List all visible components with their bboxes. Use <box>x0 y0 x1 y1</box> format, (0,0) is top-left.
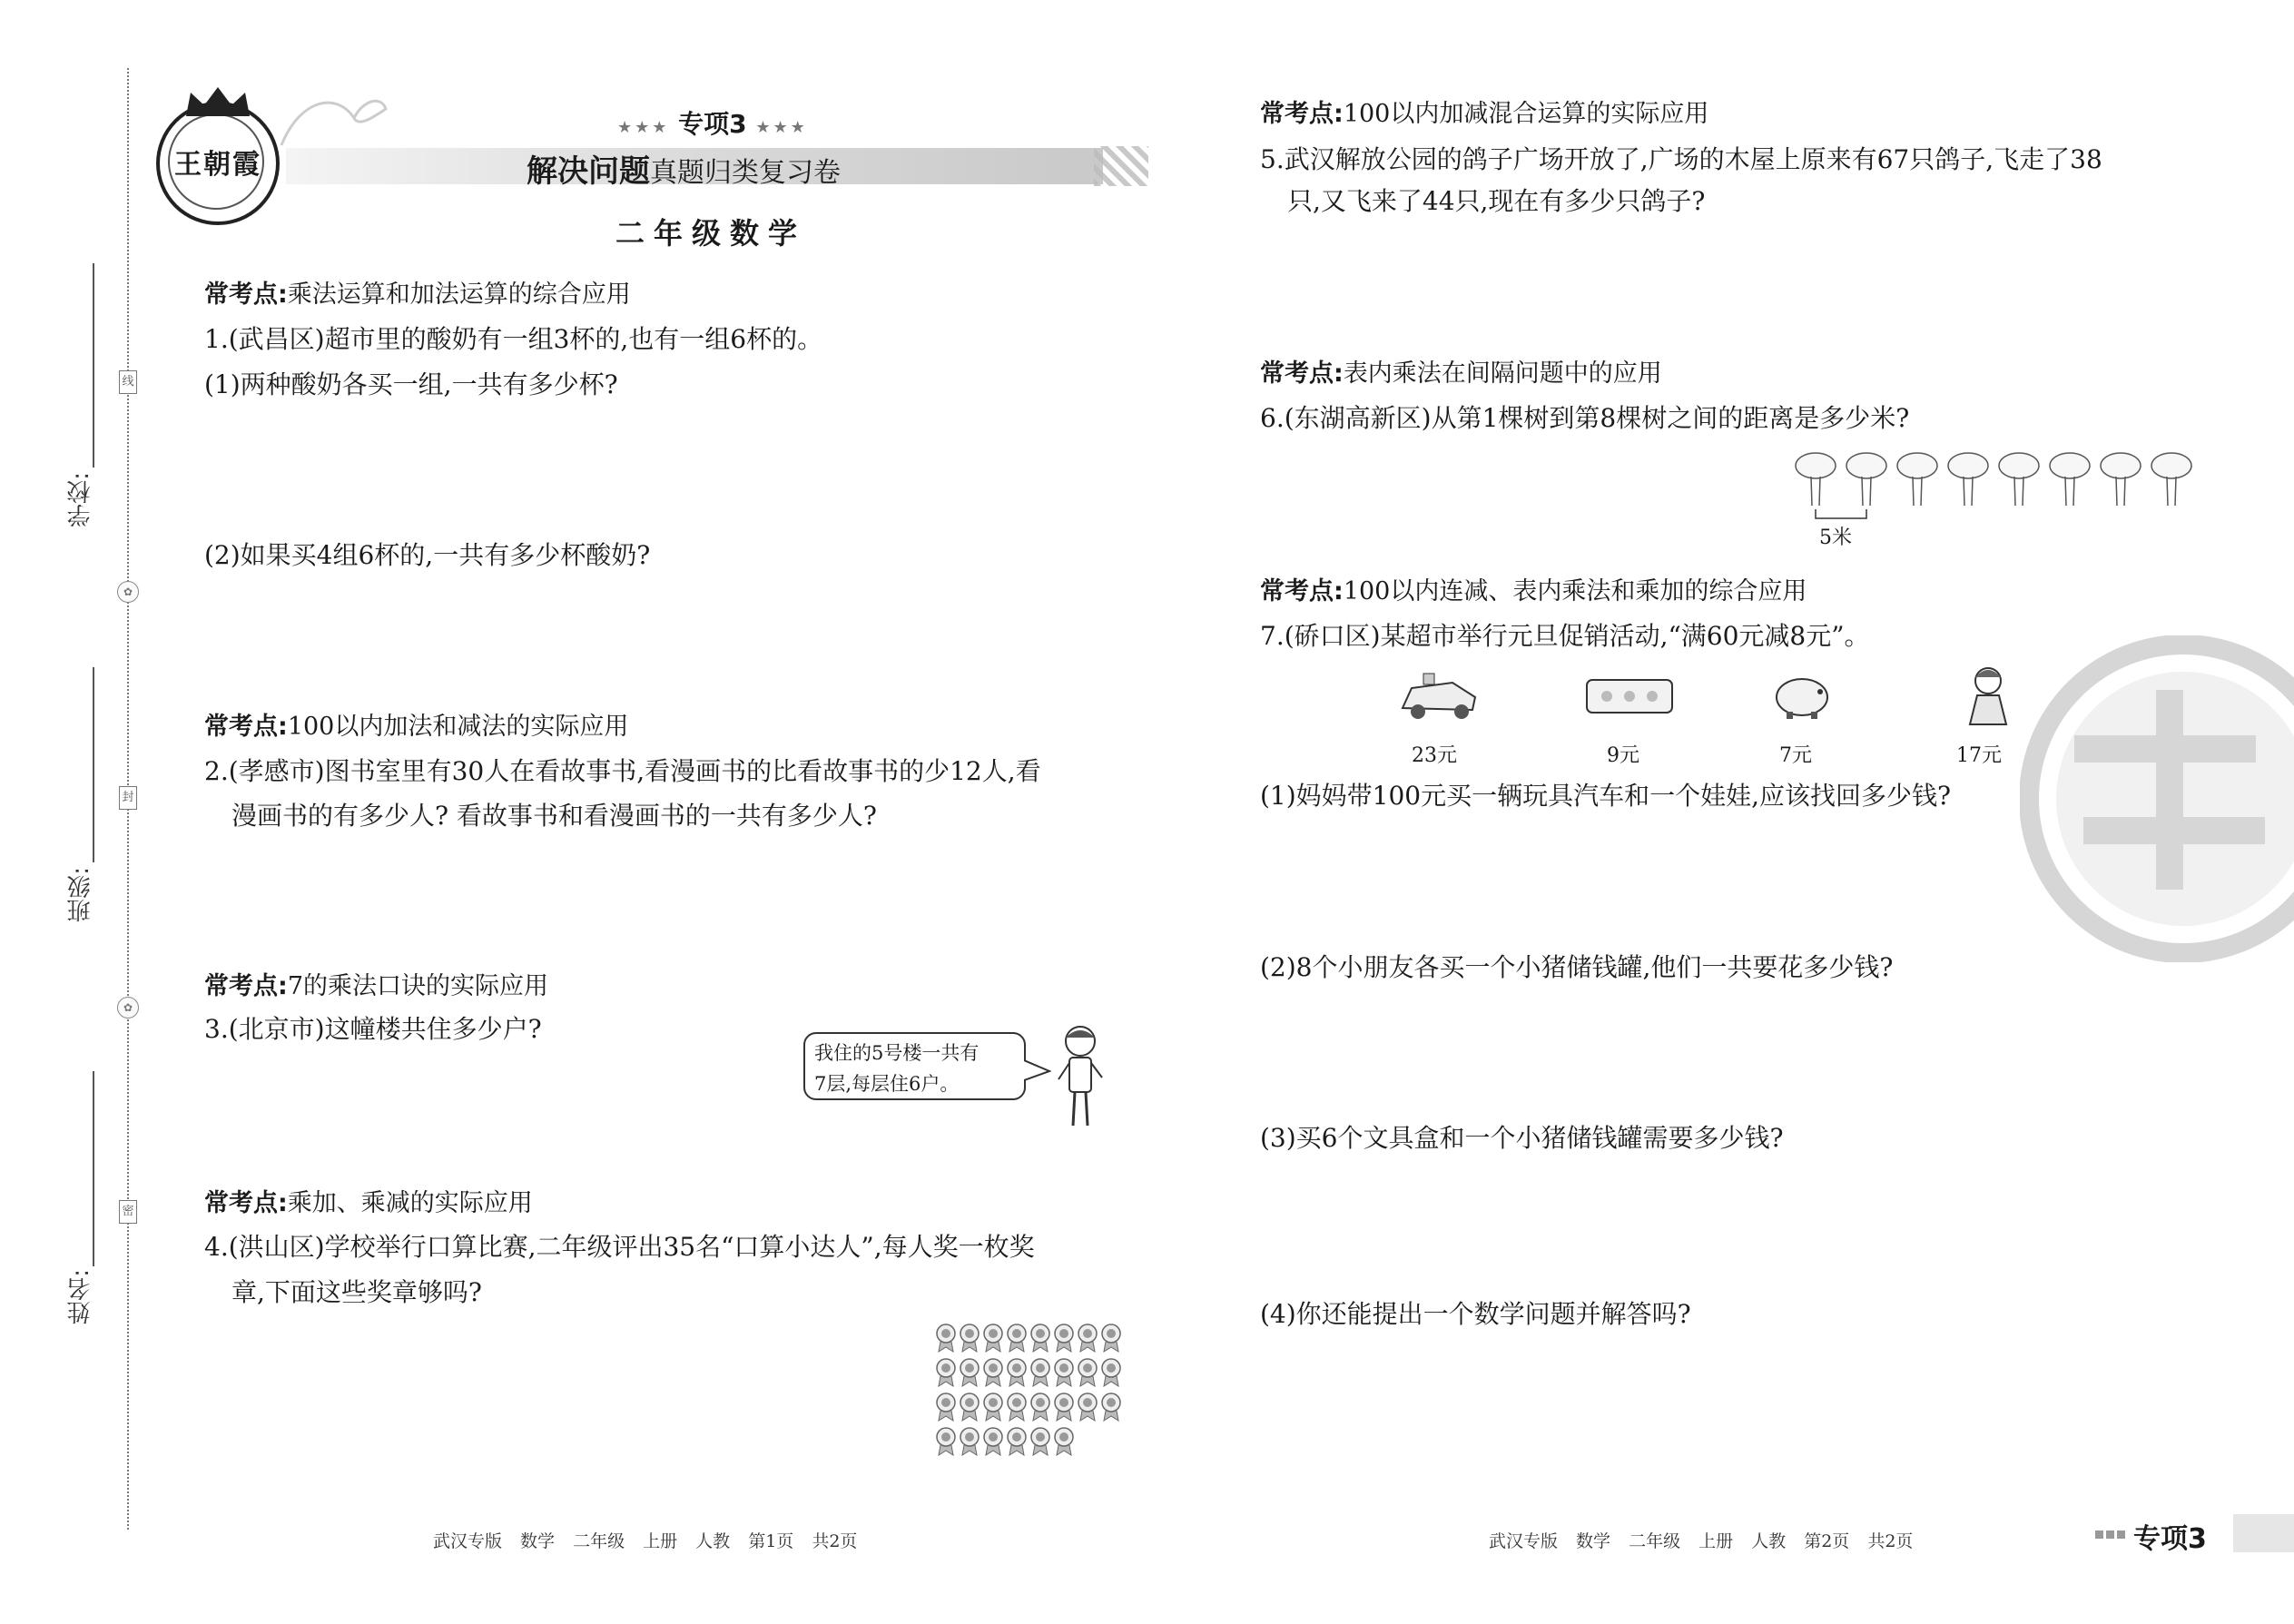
brand-logo <box>156 102 280 225</box>
key-point-label: 常考点: <box>204 1189 288 1217</box>
key-point-text: 表内乘法在间隔问题中的应用 <box>1343 359 1662 388</box>
class-write-line[interactable] <box>93 667 94 862</box>
medal-icon <box>937 1359 955 1386</box>
medal-icon <box>960 1359 979 1386</box>
medal-icon <box>1102 1393 1120 1421</box>
question-5-line-2: 只,又飞来了44只,现在有多少只鸽子? <box>1287 186 1706 216</box>
title-bold: 解决问题 <box>527 153 650 190</box>
question-7: 7.(硚口区)某超市举行元旦促销活动,“满60元减8元”。 <box>1260 621 1870 651</box>
tree-row <box>1793 449 2201 522</box>
seal-label-secret: 密 <box>119 1200 137 1224</box>
page-footer-left: 武汉专版 数学 二年级 上册 人教 第1页 共2页 <box>433 1531 858 1551</box>
price-doll: 17元 <box>1956 744 2002 767</box>
medal-icon <box>937 1324 955 1352</box>
medal-icon <box>984 1359 1002 1386</box>
key-point-6 <box>1260 356 1662 392</box>
special-label <box>617 104 808 141</box>
toy-car-icon <box>1398 672 1480 722</box>
key-point-label: 常考点: <box>204 972 288 1000</box>
price-piggy-bank: 7元 <box>1779 744 1812 767</box>
speech-bubble-line-2: 7层,每层住6户。 <box>814 1073 960 1095</box>
medal-icon <box>1102 1324 1120 1352</box>
medal-icon <box>1031 1428 1049 1455</box>
question-7-part-1: (1)妈妈带100元买一辆玩具汽车和一个娃娃,应该找回多少钱? <box>1260 781 1952 811</box>
question-1-part-1: (1)两种酸奶各买一组,一共有多少杯? <box>204 369 618 399</box>
school-label: 学校: <box>67 472 94 527</box>
header-checker-decoration <box>1094 146 1148 186</box>
stars-right-icon: ★★★ <box>755 118 808 137</box>
medal-icon <box>1008 1428 1026 1455</box>
medal-grid <box>935 1321 1135 1466</box>
tree-icon <box>2101 453 2141 506</box>
speech-bubble-tail <box>1024 1060 1051 1088</box>
medal-icon <box>960 1428 979 1455</box>
badge-bar-decoration <box>2233 1514 2294 1552</box>
seal-label-line: 线 <box>119 370 137 394</box>
special-badge: 专项3 <box>2133 1523 2207 1555</box>
key-point-label: 常考点: <box>1260 359 1344 388</box>
key-point-text: 7的乘法口诀的实际应用 <box>287 972 548 1000</box>
tree-icon <box>1948 453 1988 506</box>
medal-icon <box>1008 1359 1026 1386</box>
name-write-line[interactable] <box>93 1071 94 1266</box>
key-point-5 <box>1260 96 1708 133</box>
question-1-part-2: (2)如果买4组6杯的,一共有多少杯酸奶? <box>204 540 651 570</box>
medal-icon <box>1055 1324 1073 1352</box>
page-footer-right: 武汉专版 数学 二年级 上册 人教 第2页 共2页 <box>1489 1531 1914 1551</box>
medal-icon <box>1055 1428 1073 1455</box>
speech-bubble-line-1: 我住的5号楼一共有 <box>814 1042 980 1064</box>
medal-icon <box>984 1428 1002 1455</box>
crown-icon <box>182 85 254 118</box>
doll-icon <box>1961 664 2015 733</box>
key-point-text: 100以内加减混合运算的实际应用 <box>1343 100 1709 128</box>
key-point-2 <box>204 709 628 745</box>
key-point-label: 常考点: <box>1260 577 1344 605</box>
medal-icon <box>960 1393 979 1421</box>
question-5-line-1: 5.武汉解放公园的鸽子广场开放了,广场的木屋上原来有67只鸽子,飞走了38 <box>1260 144 2102 174</box>
speech-bubble <box>803 1032 1026 1100</box>
key-point-label: 常考点: <box>204 713 288 741</box>
title-rest: 真题归类复习卷 <box>650 157 841 189</box>
medal-icon <box>984 1393 1002 1421</box>
pencil-case-icon <box>1584 676 1675 717</box>
tree-icon <box>1796 453 1836 506</box>
key-point-4 <box>204 1186 533 1222</box>
seal-label-seal: 封 <box>119 786 137 810</box>
binding-knot-icon: ✿ <box>117 997 139 1019</box>
tree-icon <box>1999 453 2039 506</box>
tree-icon <box>1846 453 1886 506</box>
key-point-label: 常考点: <box>204 281 288 309</box>
key-point-text: 100以内连减、表内乘法和乘加的综合应用 <box>1343 577 1807 605</box>
secret-seal-watermark-icon <box>2020 635 2294 962</box>
boy-illustration-icon <box>1053 1021 1108 1130</box>
key-point-3 <box>204 969 548 1005</box>
medal-icon <box>1031 1359 1049 1386</box>
medal-icon <box>1031 1393 1049 1421</box>
medal-icon <box>960 1324 979 1352</box>
question-7-part-4: (4)你还能提出一个数学问题并解答吗? <box>1260 1299 1691 1329</box>
grade-subject-title: 二年级数学 <box>615 216 807 251</box>
key-point-1 <box>204 277 631 313</box>
key-point-text: 100以内加法和减法的实际应用 <box>287 713 629 741</box>
medal-icon <box>1008 1324 1026 1352</box>
medal-icon <box>1078 1324 1097 1352</box>
key-point-text: 乘法运算和加法运算的综合应用 <box>287 281 631 309</box>
special-label-text: 专项3 <box>678 109 747 139</box>
question-2-line-2: 漫画书的有多少人? 看故事书和看漫画书的一共有多少人? <box>231 801 877 831</box>
medal-icon <box>937 1428 955 1455</box>
medal-icon <box>1055 1393 1073 1421</box>
page-title <box>527 146 841 191</box>
medal-icon <box>1102 1359 1120 1386</box>
binding-knot-icon: ✿ <box>117 581 139 603</box>
tree-icon <box>2050 453 2090 506</box>
question-2-line-1: 2.(孝感市)图书室里有30人在看故事书,看漫画书的比看故事书的少12人,看 <box>204 756 1041 786</box>
tree-icon <box>2151 453 2191 506</box>
question-3: 3.(北京市)这幢楼共住多少户? <box>204 1014 542 1044</box>
school-write-line[interactable] <box>93 263 94 468</box>
medal-icon <box>984 1324 1002 1352</box>
badge-squares-decoration <box>2095 1525 2128 1542</box>
medal-icon <box>1008 1393 1026 1421</box>
key-point-text: 乘加、乘减的实际应用 <box>287 1189 533 1217</box>
tree-gap-label: 5米 <box>1819 527 1852 549</box>
ribbon-bow-icon <box>263 91 390 154</box>
name-label: 姓名: <box>67 1269 94 1324</box>
key-point-label: 常考点: <box>1260 100 1344 128</box>
question-6: 6.(东湖高新区)从第1棵树到第8棵树之间的距离是多少米? <box>1260 403 1910 433</box>
medal-icon <box>1078 1393 1097 1421</box>
medal-icon <box>1055 1359 1073 1386</box>
tree-gap-bracket <box>1816 509 1866 518</box>
medal-icon <box>1078 1359 1097 1386</box>
stars-left-icon: ★★★ <box>617 118 670 137</box>
question-7-part-2: (2)8个小朋友各买一个小猪储钱罐,他们一共要花多少钱? <box>1260 952 1894 982</box>
tree-icon <box>1897 453 1937 506</box>
price-toy-car: 23元 <box>1412 744 1457 767</box>
price-pencil-case: 9元 <box>1607 744 1639 767</box>
logo-text: 王朝霞 <box>174 149 261 181</box>
question-7-part-3: (3)买6个文具盒和一个小猪储钱罐需要多少钱? <box>1260 1123 1784 1153</box>
medal-icon <box>1031 1324 1049 1352</box>
key-point-7 <box>1260 574 1807 610</box>
question-1: 1.(武昌区)超市里的酸奶有一组3杯的,也有一组6杯的。 <box>204 324 823 354</box>
medal-icon <box>937 1393 955 1421</box>
question-4-line-2: 章,下面这些奖章够吗? <box>231 1277 482 1307</box>
piggy-bank-icon <box>1770 672 1834 722</box>
class-label: 班级: <box>67 867 94 922</box>
question-4-line-1: 4.(洪山区)学校举行口算比赛,二年级评出35名“口算小达人”,每人奖一枚奖 <box>204 1232 1035 1262</box>
